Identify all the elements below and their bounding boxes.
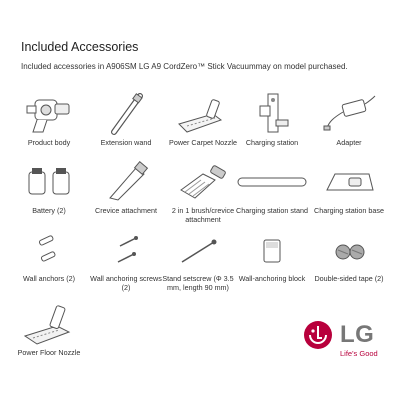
accessory-charging-station: [234, 92, 310, 147]
accessory-label: Charging station: [245, 138, 299, 147]
charging-station-base-icon: [319, 160, 379, 204]
brand-name: LG: [340, 321, 375, 348]
accessory-label: Crevice attachment: [95, 206, 157, 215]
accessory-product-body: [11, 92, 87, 147]
accessory-wall-anchoring-block: [234, 228, 310, 283]
accessory-power-floor-nozzle: [11, 302, 87, 357]
accessory-label: Wall anchoring screws (2): [90, 274, 162, 292]
accessory-stand-setscrew: [160, 228, 236, 292]
accessory-battery: [11, 160, 87, 215]
accessory-label: Power Carpet Nozzle: [169, 138, 237, 147]
charging-station-stand-icon: [234, 160, 310, 204]
accessory-label: Power Floor Nozzle: [17, 348, 81, 357]
accessory-label: 2 in 1 brush/crevice attachment: [171, 206, 235, 224]
accessory-crevice-attachment: [88, 160, 164, 215]
accessory-label: Extension wand: [100, 138, 152, 147]
brand-tagline: Life's Good: [340, 349, 378, 358]
page-subtitle: Included accessories in A906SM LG A9 CordZero™ Stick Vacuummay on model purchased.: [21, 62, 348, 71]
accessory-label: Double-sided tape (2): [314, 274, 384, 283]
accessory-label: Charging station base: [314, 206, 384, 215]
charging-station-icon: [242, 92, 302, 136]
product-body-icon: [19, 92, 79, 136]
accessory-label: Stand setscrew (Φ 3.5 mm, length 90 mm): [162, 274, 234, 292]
accessory-label: Adapter: [336, 138, 362, 147]
accessory-power-carpet-nozzle: [165, 92, 241, 147]
wall-anchoring-block-icon: [242, 228, 302, 272]
power-carpet-nozzle-icon: [173, 92, 233, 136]
accessory-charging-station-stand: [234, 160, 310, 215]
wall-anchors-icon: [19, 228, 79, 272]
accessory-label: Product body: [27, 138, 71, 147]
accessory-double-sided-tape: [311, 228, 387, 283]
extension-wand-icon: [96, 92, 156, 136]
accessory-label: Charging station stand: [236, 206, 308, 215]
accessory-wall-anchors: [11, 228, 87, 283]
double-sided-tape-icon: [319, 228, 379, 272]
accessory-label: Battery (2): [32, 206, 66, 215]
page-title: Included Accessories: [21, 40, 139, 54]
crevice-attachment-icon: [96, 160, 156, 204]
accessory-charging-station-base: [311, 160, 387, 215]
accessory-label: Wall-anchoring block: [238, 274, 306, 283]
wall-anchoring-screws-icon: [96, 228, 156, 272]
accessory-wall-anchoring-screws: [88, 228, 164, 292]
accessory-adapter: [311, 92, 387, 147]
accessory-label: Wall anchors (2): [22, 274, 76, 283]
lg-face-icon: [304, 321, 332, 349]
power-floor-nozzle-icon: [19, 302, 79, 346]
battery-icon: [19, 160, 79, 204]
adapter-icon: [319, 92, 379, 136]
lg-logo: [304, 317, 394, 361]
brush-crevice-attachment-icon: [173, 160, 233, 204]
accessory-extension-wand: [88, 92, 164, 147]
stand-setscrew-icon: [168, 228, 228, 272]
accessory-brush-crevice: [165, 160, 241, 224]
